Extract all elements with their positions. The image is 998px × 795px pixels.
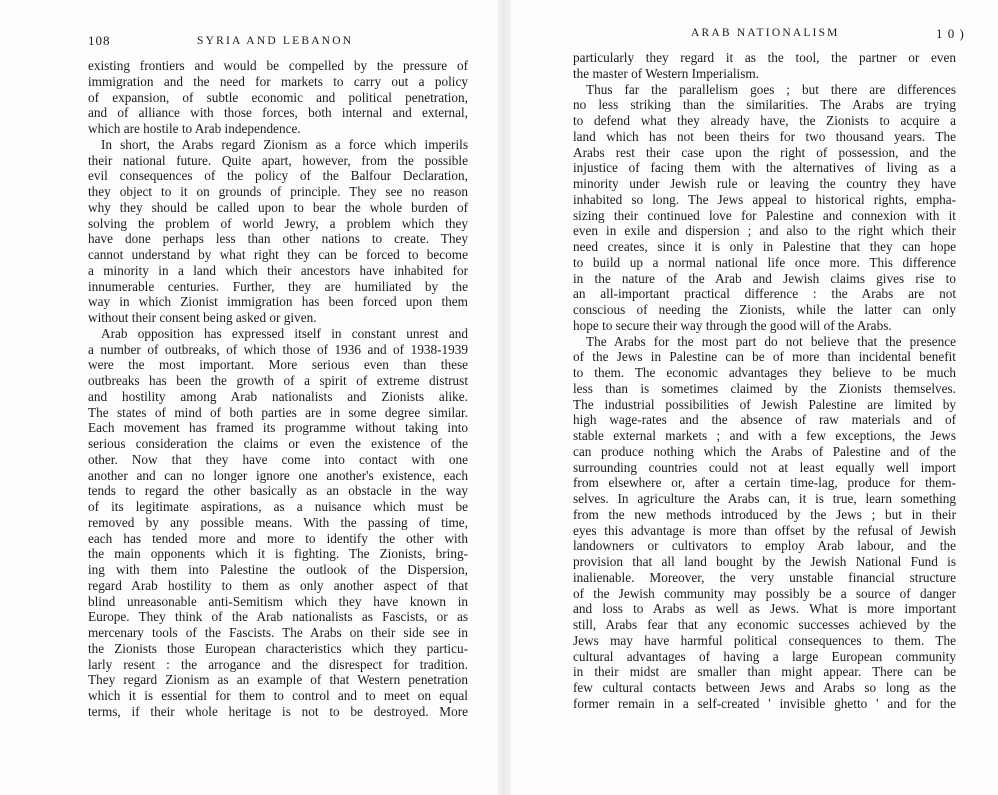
text-line: another and can no longer ignore one another's existence, each [88, 467, 468, 483]
text-line: provision that all land bought by the Jewish National Fund is [573, 554, 956, 569]
text-line: were the most important. More serious even than these [88, 357, 468, 373]
text-line: to defend what they already have, the Zionists to acquire a [573, 113, 956, 128]
text-line: they object to it on grounds of principle. They see no reason [88, 184, 468, 199]
text-line: from elsewhere or, after a certain time-lag, produce for them- [573, 475, 956, 491]
text-line: The industrial possibilities of Jewish Palestine are limited by [573, 396, 956, 412]
text-line: tends to regard the other basically as an obstacle in the way [88, 483, 468, 499]
paragraph [88, 137, 468, 326]
text-line: regard Arab hostility to them as only another aspect of that [88, 577, 468, 593]
text-line: a minority in a land which their ancestors have inhabited for [88, 262, 468, 278]
right-page [511, 0, 998, 795]
text-line: innumerable centuries. Further, they are humiliated by the [88, 278, 468, 294]
text-line: can produce nothing which the Arabs of Palestine and of the [573, 443, 956, 459]
text-line: hope to secure their way through the good will of the Arabs. [573, 317, 892, 333]
text-line: few cultural contacts between Jews and Arabs so long as the [573, 680, 956, 695]
text-line: the main opponents which it is fighting. The Zionists, bring- [88, 546, 468, 562]
text-line: ing with them into Palestine the outlook of the Dispersion, [88, 562, 468, 577]
text-line: and of alliance with those forces, both internal and external, [88, 105, 468, 121]
text-line: still, Arabs fear that any economic successes achieved by the [573, 617, 956, 632]
text-line: from the new methods introduced by the Jews ; but in their [573, 506, 956, 522]
text-line: conscious of needing the Zionists, while the latter can only [573, 302, 956, 317]
paragraph [88, 58, 468, 137]
text-line: a number of outbreaks, of which those of 1936 and of 1938-1939 [88, 341, 468, 357]
text-line: solving the problem of world Jewry, a problem which they [88, 215, 468, 231]
text-line: the master of Western Imperialism. [573, 65, 759, 81]
text-line: to build up a normal national life once more. This difference [573, 254, 956, 270]
paragraph [88, 326, 468, 720]
text-line: injustice of facing them with the alternatives of living as a [573, 160, 956, 176]
text-line: terms, if their whole heritage is not to be destroyed. More [88, 703, 468, 719]
text-line: of the Jews in Palestine can be of more than incidental benefit [573, 349, 956, 365]
text-line: outbreaks has been the growth of a spirit of extreme distrust [88, 373, 468, 388]
text-line: In short, the Arabs regard Zionism as a force which imperils [101, 136, 468, 152]
text-line: high wage-rates and the absence of raw materials and of [573, 412, 956, 428]
text-line: sizing their continued love for Palestine and connexion with it [573, 207, 956, 223]
text-line: blind unreasonable anti-Semitism which they have known in [88, 593, 468, 609]
text-line: existing frontiers and would be compelled by the pressure of [88, 58, 468, 73]
text-line: have done perhaps less than other nations to create. They [88, 231, 468, 247]
text-line: Europe. They think of the Arab nationalists as Fascists, or as [88, 609, 468, 625]
text-line: stable external markets ; and with a few exceptions, the Jews [573, 428, 956, 443]
text-line: cultural advantages of having a large European community [573, 648, 956, 664]
paragraph [573, 82, 956, 334]
text-line: the Zionists those European characteristics which they particu- [88, 640, 468, 656]
text-line: selves. In agriculture the Arabs can, it is true, learn something [573, 491, 956, 506]
text-line: need creates, since it is only in Palestine that they can hope [573, 239, 956, 254]
text-line: and hostility among Arab nationalists and Zionists alike. [88, 388, 468, 404]
text-line: why they should be called upon to bear the whole burden of [88, 199, 468, 215]
text-line: inalienable. Moreover, the very unstable financial structure [573, 569, 956, 585]
page-number: 1 0 ) [936, 26, 965, 41]
text-line: cannot understand by what right they can be forced to become [88, 247, 468, 262]
text-line: minority under Jewish rule or leaving the country they have [573, 176, 956, 191]
text-line: and loss to Arabs as well as Jews. What is more important [573, 601, 956, 617]
paragraph [573, 334, 956, 712]
text-line: inhabited so long. The Jews appeal to historical rights, empha- [573, 191, 956, 207]
text-line: landowners or cultivators to employ Arab labour, and the [573, 538, 956, 554]
text-line: They regard Zionism as an example of that Western penetration [88, 672, 468, 688]
text-line: of expansion, of subtle economic and political penetration, [88, 89, 468, 105]
text-line: of the Jewish community may possibly be a source of danger [573, 585, 956, 601]
paragraph [573, 50, 956, 82]
text-line: which it is essential for them to control and to meet on equal [88, 688, 468, 703]
text-line: of its legitimate aspirations, as a nuisance which must be [88, 499, 468, 514]
text-line: without their consent being asked or given. [88, 310, 317, 325]
text-line: larly resent : the arrogance and the disrespect for tradition. [88, 656, 468, 672]
text-line: each has tended more and more to identify the other with [88, 530, 468, 546]
text-line: removed by any possible means. With the passing of time, [88, 514, 468, 530]
body-text [573, 50, 956, 712]
text-line: Jews may have harmful political consequences to them. The [573, 632, 956, 648]
text-line: Each movement has framed its programme without taking into [88, 420, 468, 436]
text-line: to them. The economic advantages they believe to be much [573, 365, 956, 380]
text-line: eyes this advantage is more than offset by the refusal of Jewish [573, 522, 956, 538]
text-line: particularly they regard it as the tool, the partner or even [573, 50, 956, 65]
book-gutter [497, 0, 511, 795]
text-line: other. Now that they have come into contact with one [88, 451, 468, 467]
text-line: The Arabs for the most part do not believe that the presence [586, 333, 956, 349]
text-line: their national future. Quite apart, however, from the possible [88, 152, 468, 168]
text-line: former remain in a self-created ' invisible ghetto ' and for the [573, 695, 956, 711]
text-line: in their midst are smaller than might appear. There can be [573, 664, 956, 680]
text-line: an all-important practical difference : the Arabs are not [573, 286, 956, 302]
text-line: Arab opposition has expressed itself in constant unrest and [101, 325, 468, 341]
text-line: serious consideration the claims or even the existence of the [88, 436, 468, 451]
page-number: 108 [88, 33, 111, 48]
text-line: way in which Zionist immigration has been forced upon them [88, 294, 468, 310]
running-head: SYRIA AND LEBANON [197, 35, 354, 47]
text-line: which are hostile to Arab independence. [88, 121, 301, 136]
body-text [88, 58, 468, 720]
text-line: immigration and the need for markets to carry out a policy [88, 73, 468, 89]
text-line: Arabs rest their case upon the right of possession, and the [573, 144, 956, 160]
text-line: mercenary tools of the Fascists. The Arabs on their side see in [88, 625, 468, 640]
text-line: no less striking than the similarities. The Arabs are trying [573, 97, 956, 113]
text-line: in the nature of the Arab and Jewish claims gives rise to [573, 270, 956, 286]
text-line: Thus far the parallelism goes ; but there are differences [586, 81, 956, 97]
running-head: ARAB NATIONALISM [691, 27, 840, 39]
text-line: less than is sometimes claimed by the Zionists themselves. [573, 380, 956, 396]
text-line: evil consequences of the policy of the Balfour Declaration, [88, 168, 468, 184]
left-page [0, 0, 497, 795]
text-line: surrounding countries could not at least equally well import [573, 459, 956, 475]
text-line: even in exile and dispersion ; and also to the right which their [573, 223, 956, 239]
text-line: land which has not been theirs for two thousand years. The [573, 128, 956, 144]
text-line: The states of mind of both parties are in some degree similar. [88, 404, 468, 420]
